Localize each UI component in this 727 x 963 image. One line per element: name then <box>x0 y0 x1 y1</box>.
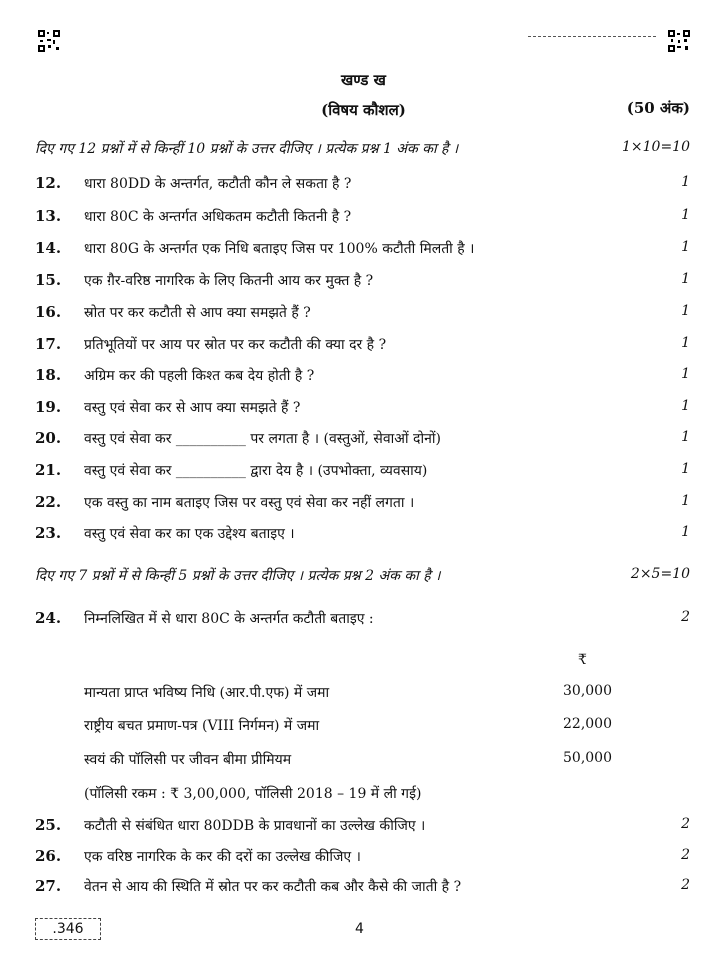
instruction-one-mark: दिए गए 12 प्रश्नों में से किन्हीं 10 प्रश्नों के उत्तर दीजिए । प्रत्येक प्रश्न 1 अंक का है । <box>35 141 459 157</box>
question-number: 21. <box>35 461 62 479</box>
question-text: वस्तु एवं सेवा कर का एक उद्देश्य बताइए । <box>84 526 295 542</box>
page-number: 4 <box>355 921 364 937</box>
q24-policy-note: (पॉलिसी रकम : ₹ 3,00,000, पॉलिसी 2018 – 19 में ली गई) <box>84 786 422 802</box>
question-20 <box>35 429 690 451</box>
question-marks: 1 <box>681 174 690 190</box>
question-number: 14. <box>35 239 62 257</box>
question-marks: 2 <box>681 877 690 893</box>
question-number: 23. <box>35 524 62 542</box>
instruction-one-mark-marks: 1×10=10 <box>622 139 690 155</box>
question-text: एक ग़ैर-वरिष्ठ नागरिक के लिए कितनी आय कर मुक्त है ? <box>84 273 374 289</box>
question-number: 26. <box>35 847 62 865</box>
question-number: 24. <box>35 609 62 627</box>
question-marks: 1 <box>681 493 690 509</box>
question-21 <box>35 461 690 483</box>
question-text: वस्तु एवं सेवा कर __________ पर लगता है । (वस्तुओं, सेवाओं दोनों) <box>84 431 441 447</box>
question-number: 16. <box>35 303 62 321</box>
instruction-two-mark: दिए गए 7 प्रश्नों में से किन्हीं 5 प्रश्नों के उत्तर दीजिए । प्रत्येक प्रश्न 2 अंक का है । <box>35 568 441 584</box>
section-total-marks: (50 अंक) <box>626 99 690 117</box>
question-marks: 1 <box>681 366 690 382</box>
section-title: खण्ड ख <box>341 71 386 89</box>
question-marks: 1 <box>681 207 690 223</box>
question-number: 17. <box>35 335 62 353</box>
question-14 <box>35 239 690 261</box>
question-marks: 1 <box>681 524 690 540</box>
question-number: 15. <box>35 271 62 289</box>
question-marks: 1 <box>681 398 690 414</box>
paper-code-box: .346 <box>35 918 101 940</box>
table-row-value: 50,000 <box>563 750 612 766</box>
question-marks: 1 <box>681 335 690 351</box>
question-number: 12. <box>35 174 62 192</box>
question-text: कटौती से संबंधित धारा 80DDB के प्रावधानों का उल्लेख कीजिए । <box>84 818 426 834</box>
question-19 <box>35 398 690 420</box>
qr-code-left-icon <box>38 30 60 52</box>
question-text: निम्नलिखित में से धारा 80C के अन्तर्गत कटौती बताइए : <box>84 611 374 627</box>
question-number: 25. <box>35 816 62 834</box>
question-text: वेतन से आय की स्थिति में स्रोत पर कर कटौती कब और कैसे की जाती है ? <box>84 879 462 895</box>
question-marks: 1 <box>681 429 690 445</box>
question-text: वस्तु एवं सेवा कर __________ द्वारा देय है । (उपभोक्ता, व्यवसाय) <box>84 463 428 479</box>
question-marks: 1 <box>681 303 690 319</box>
question-27 <box>35 877 690 899</box>
question-15 <box>35 271 690 293</box>
table-row-label: मान्यता प्राप्त भविष्य निधि (आर.पी.एफ) में जमा <box>84 685 330 701</box>
question-12 <box>35 174 690 196</box>
question-number: 13. <box>35 207 62 225</box>
currency-symbol: ₹ <box>578 652 587 668</box>
question-text: धारा 80DD के अन्तर्गत, कटौती कौन ले सकता है ? <box>84 176 352 192</box>
question-marks: 1 <box>681 239 690 255</box>
question-23 <box>35 524 690 546</box>
question-24 <box>35 609 690 631</box>
question-16 <box>35 303 690 325</box>
question-marks: 2 <box>681 816 690 832</box>
question-text: एक वरिष्ठ नागरिक के कर की दरों का उल्लेख कीजिए । <box>84 849 361 865</box>
question-text: स्रोत पर कर कटौती से आप क्या समझते हैं ? <box>84 305 311 321</box>
question-text: प्रतिभूतियों पर आय पर स्रोत पर कर कटौती की क्या दर है ? <box>84 337 387 353</box>
question-marks: 1 <box>681 461 690 477</box>
question-number: 20. <box>35 429 62 447</box>
section-subtitle: (विषय कौशल) <box>321 101 406 119</box>
question-number: 18. <box>35 366 62 384</box>
instruction-two-mark-marks: 2×5=10 <box>630 566 690 582</box>
question-number: 19. <box>35 398 62 416</box>
question-marks: 2 <box>681 847 690 863</box>
question-text: अग्रिम कर की पहली किश्त कब देय होती है ? <box>84 368 315 384</box>
question-text: वस्तु एवं सेवा कर से आप क्या समझते हैं ? <box>84 400 301 416</box>
question-marks: 2 <box>681 609 690 625</box>
question-text: धारा 80G के अन्तर्गत एक निधि बताइए जिस पर 100% कटौती मिलती है । <box>84 241 475 257</box>
question-25 <box>35 816 690 838</box>
question-text: एक वस्तु का नाम बताइए जिस पर वस्तु एवं सेवा कर नहीं लगता । <box>84 495 415 511</box>
table-row-label: स्वयं की पॉलिसी पर जीवन बीमा प्रीमियम <box>84 752 292 768</box>
table-row-value: 30,000 <box>563 683 612 699</box>
question-number: 22. <box>35 493 62 511</box>
question-marks: 1 <box>681 271 690 287</box>
qr-code-right-icon <box>668 30 690 52</box>
question-text: धारा 80C के अन्तर्गत अधिकतम कटौती कितनी है ? <box>84 209 352 225</box>
question-22 <box>35 493 690 515</box>
question-13 <box>35 207 690 229</box>
table-row-value: 22,000 <box>563 716 612 732</box>
question-26 <box>35 847 690 869</box>
question-number: 27. <box>35 877 62 895</box>
question-17 <box>35 335 690 357</box>
header-dash-line <box>528 36 656 37</box>
table-row-label: राष्ट्रीय बचत प्रमाण-पत्र (VIII निर्गमन) में जमा <box>84 718 320 734</box>
question-18 <box>35 366 690 388</box>
